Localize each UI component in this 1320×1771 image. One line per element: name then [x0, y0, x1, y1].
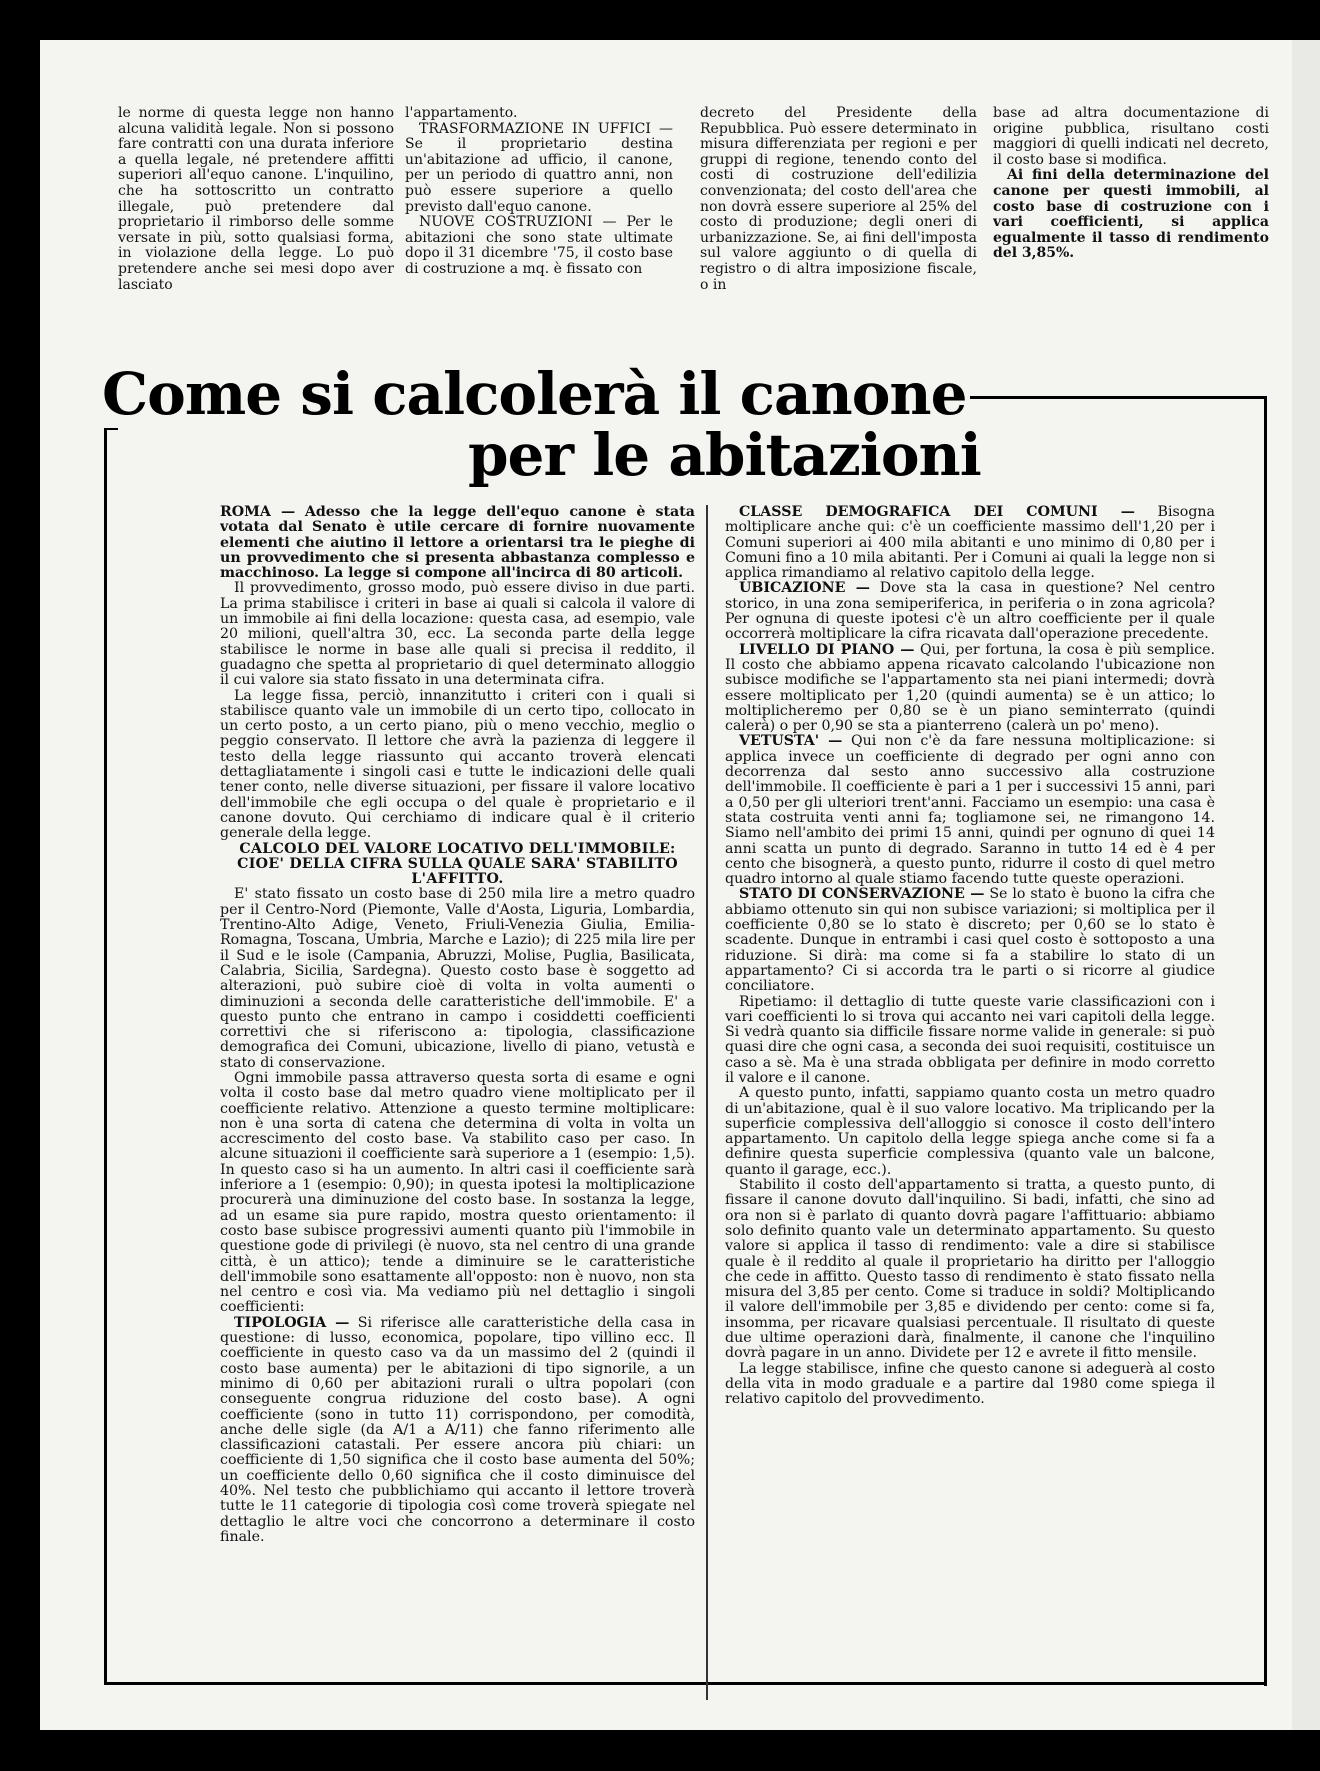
right-para-5 [725, 887, 1215, 994]
left-para-1 [220, 505, 695, 581]
left-para-2: Il provvedimento, grosso modo, può essere diviso in due parti. La prima stabilisce i criteri in base ai quali si calcola il valore di un immobile ai fini della locazione: questa casa, ad esempio, vale 20 milioni, quell'altra 30, ecc. La seconda parte della legge stabilisce le norme in base alle quali si precisa il reddito, il guadagno che spetta al proprietario di quel determinato alloggio il cui valore sia stato fissato in una determinata cifra. [220, 580, 695, 689]
left-para-3: La legge fissa, perciò, innanzitutto i criteri con i quali si stabilisce quanto vale un immobile di un certo tipo, collocato in un certo posto, a un certo piano, più o meno vecchio, meglio o peggio conservato. Il lettore che avrà la pazienza di leggere il testo della legge riassunto qui accanto troverà elencati dettagliatamente i singoli casi e tutte le indicazioni delle quali tener conto, nelle diverse situazioni, per fissare il valore locativo dell'immobile che egli occupa o del quale è proprietario e il canone dovuto. Qui cerchiamo di indicare qual è il criterio generale della legge. [220, 687, 695, 842]
right-para-8: Stabilito il costo dell'appartamento si tratta, a questo punto, di fissare il canone dovuto dall'inquilino. Si badi, infatti, che sino ad ora non si è parlato di quanto dovrà pagare l'affittuario: abbiamo solo definito quanto vale un determinato appartamento. Su questo valore si applica il tasso di rendimento: vale a dire si stabilisce quale è il reddito al quale il proprietario ha diritto per l'alloggio che cede in affitto. Questo tasso di rendimento è stato fissato nella misura del 3,85 per cento. Come si traduce in soldi? Moltiplicando il valore dell'immobile per 3,85 e dividendo per cento: come si fa, insomma, per ricavare qualsiasi percentuale. Il risultato di queste due ultime operazioni darà, finalmente, il canone che l'inquilino dovrà pagare in un anno. Dividete per 12 e avrete il fitto mensile. [725, 1177, 1215, 1362]
vetusta-heading: VETUSTA' — [739, 733, 843, 750]
lead-text: Adesso che la legge dell'equo canone è stata votata dal Senato è utile cercare di fornire nuovamente elementi che aiutino il lettore a orientarsi tra le pieghe di un provvedimento che si presenta abbastanza complesso e macchinoso. La legge si compone all'incirca di 80 articoli. [220, 505, 695, 582]
right-para-6: Ripetiamo: il dettaglio di tutte queste varie classificazioni con i vari coefficienti lo si trova qui accanto nei vari capitoli della legge. Si vedrà quanto sia difficile fissare norme valide in generale: si può quasi dire che ogni casa, a seconda dei suoi requisiti, costituisce un caso a sè. Ma è una strada obbligata per definire in modo corretto il valore e il canone. [725, 993, 1215, 1086]
classe-demografica-text: Bisogna moltiplicare anche qui: c'è un coefficiente massimo dell'1,20 per i Comuni superiori ai 400 mila abitanti e uno minimo di 0,80 per i Comuni fino a 10 mila abitanti. Per i Comuni ai quali la legge non si applica rimandiamo al relativo capitolo della legge. [725, 505, 1215, 582]
right-para-1 [725, 505, 1215, 581]
adjacent-page-bleed-top [978, 340, 1266, 400]
right-para-7: A questo punto, infatti, sappiamo quanto costa un metro quadro di un'abitazione, qual è il suo valore locativo. Ma triplicando per la superficie complessiva dell'alloggio si conosce il costo dell'intero appartamento. Un capitolo della legge spiega anche come si fa a definire questa superficie complessiva (quanto vale un balcone, quanto il garage, ecc.). [725, 1085, 1215, 1178]
adjacent-page-bleed-right [1222, 440, 1262, 1680]
newspaper-page [40, 40, 1292, 1730]
top-col3-text: decreto del Presidente della Repubblica. Può essere determinato in misura differenziata per regioni e per gruppi di regione, tenendo conto del costi di costruzione dell'edilizia convenzionata; del costo dell'area che non dovrà essere superiore al 25% del costo di produzione; degli oneri di urbanizzazione. Se, ai fini dell'imposta sul valore aggiunto o di quella di registro o di altra imposizione fiscale, o in [700, 106, 977, 293]
right-para-2 [725, 581, 1215, 642]
top-col4-text-a: base ad altra documentazione di origine pubblica, risultano costi maggiori di quelli indicati nel decreto, il costo base si modifica. [993, 106, 1269, 168]
top-col2-heading-2: NUOVE COSTRUZIONI — [419, 214, 617, 231]
scan-edge [1292, 40, 1320, 1730]
article-box-border-bottom [104, 1682, 1267, 1685]
ubicazione-text: Dove sta la casa in questione? Nel centro storico, in una zona semiperiferica, in periferia o in zona agricola? Per ognuna di queste ipotesi c'è un altro coefficiente per il quale occorrerà moltiplicare la cifra ricavata dall'operazione precedente. [725, 580, 1215, 643]
stato-conservazione-heading: STATO DI CONSERVAZIONE — [739, 886, 985, 903]
top-col2-para-b [405, 122, 673, 216]
headline-line-1: Come si calcolerà il canone [102, 360, 967, 428]
headline-line-2: per le abitazioni [468, 421, 981, 489]
adjacent-page-bleed-left [130, 495, 215, 1665]
tipologia-text: Si riferisce alle caratteristiche della casa in questione: di lusso, economica, popolare, tipo villino ecc. Il coefficiente in questo caso va da un massimo del 2 (quindi il costo base aumenta) per le abitazioni di tipo signorile, a un minimo di 0,60 per abitazioni rurali o ultra popolari (con conseguente congrua riduzione del costo base). A ogni coefficiente (sono in tutto 11) corrispondono, per comodità, anche delle sigle (da A/1 a A/11) che fanno riferimento alle classificazioni catastali. Per essere ancora più chiari: un coefficiente di 1,50 significa che il costo base aumenta del 50%; un coefficiente dello 0,60 significa che il costo diminuisce del 40%. Nel testo che pubblichiamo qui accanto il lettore troverà tutte le 11 categorie di tipologia così come troverà spiegate nel dettaglio le altre voci che concorrono a determinare il costo finale. [220, 1314, 695, 1545]
top-column-4 [993, 106, 1269, 370]
top-col2-text-c: Per le abitazioni che sono state ultimate dopo il 31 dicembre '75, il costo base di costruzione a mq. è fissato con [405, 214, 673, 277]
left-para-4: E' stato fissato un costo base di 250 mila lire a metro quadro per il Centro-Nord (Piemonte, Valle d'Aosta, Liguria, Lombardia, Trentino-Alto Adige, Veneto, Friuli-Venezia Giulia, Emilia-Romagna, Toscana, Umbria, Marche e Lazio); di 225 mila lire per il Sud e le isole (Campania, Abruzzi, Molise, Puglia, Basilicata, Calabria, Sicilia, Sardegna). Questo costo base è soggetto ad alterazioni, può subire cioè di volta in volta aumenti o diminuzioni a seconda delle caratteristiche dell'immobile. E' a questo punto che entrano in campo i cosiddetti coefficienti correttivi che si riferiscono a: tipologia, classificazione demografica dei Comuni, ubicazione, livello di piano, vetustà e stato di conservazione. [220, 886, 695, 1071]
article-box-border-right [1264, 396, 1267, 1686]
article-box-border-left [104, 428, 107, 1682]
top-col2-text-a: l'appartamento. [405, 106, 518, 121]
tipologia-heading: TIPOLOGIA — [234, 1314, 350, 1331]
left-para-5: Ogni immobile passa attraverso questa sorta di esame e ogni volta il costo base dal metro quadro viene moltiplicato per il coefficiente relativo. Attenzione a questo termine moltiplicare: non è una sorta di catena che determina di volta in volta un accrescimento del costo base. Va stabilito caso per caso. In alcune situazioni il coefficiente sarà superiore a 1 (esempio: 1,5). In questo caso si ha un aumento. In altri casi il coefficiente sarà inferiore a 1 (esempio: 0,90); in questa ipotesi la moltiplicazione procurerà una diminuzione del costo base. In sostanza la legge, ad un esame sia pure rapido, mostra questo orientamento: il costo base subisce progressivi aumenti quanto più l'immobile in questione gode di privilegi (è nuovo, sta nel centro di una grande città, è un attico); tende a diminuire se le caratteristiche dell'immobile sono esattamente all'opposto: non è nuovo, non sta nel centro e così via. Ma vediamo più nel dettaglio i singoli coefficienti: [220, 1069, 695, 1316]
vetusta-text: Qui non c'è da fare nessuna moltiplicazione: si applica invece un coefficiente di degrado per ogni anno con decorrenza dal sesto anno successivo alla costruzione dell'immobile. Il coefficiente è pari a 1 per i successivi 15 anni, pari a 0,50 per gli ulteriori trent'anni. Facciamo un esempio: una casa è stata costruita venti anni fa; togliamone sei, ne rimangono 14. Siamo nell'ambito dei primi 15 anni, quindi per ognuno di quei 14 anni scatta un punto di degrado. Saranno in tutto 14 ed è 4 per cento che bisognerà, a questo punto, ridurre il costo di quel metro quadro intorno al quale stiamo facendo tutte queste operazioni. [725, 733, 1215, 888]
top-col2-heading-1: TRASFORMAZIONE IN UFFICI [419, 120, 651, 137]
ubicazione-heading: UBICAZIONE — [739, 580, 870, 597]
article-right-column [725, 505, 1215, 1680]
left-para-6 [220, 1316, 695, 1545]
stato-conservazione-text: Se lo stato è buono la cifra che abbiamo ottenuto sin qui non subisce variazioni; si moltiplica per il coefficiente 0,80 se lo stato è discreto; per 0,60 se lo stato è scadente. Dunque in entrambi i casi quel costo è sottoposto a una riduzione. Si dirà: ma come si fa a stabilire lo stato di un appartamento? Ci si accorda tra le parti o si ricorre al giudice conciliatore. [725, 886, 1215, 995]
section-heading: CALCOLO DEL VALORE LOCATIVO DELL'IMMOBILE: CIOE' DELLA CIFRA SULLA QUALE SARA' STABILITO L'AFFITTO. [237, 840, 678, 888]
article-left-column [220, 505, 695, 1680]
top-col2-para-c [405, 215, 673, 277]
top-column-2 [405, 106, 673, 370]
right-para-9: La legge stabilisce, infine che questo canone si adeguerà al costo della vita in modo graduale e a partire dal 1980 come spiega il relativo capitolo del provvedimento. [725, 1360, 1215, 1408]
column-divider [706, 505, 708, 1700]
dateline: ROMA — [220, 505, 296, 520]
livello-piano-heading: LIVELLO DI PIANO — [739, 641, 915, 658]
top-col1-text: le norme di questa legge non hanno alcuna validità legale. Non si possono fare contratti con una durata inferiore a quella legale, né pretendere affitti superiori all'equo canone. L'inquilino, che ha sottoscritto un contratto illegale, può pretendere dal proprietario il rimborso delle somme versate in più, sotto qualsiasi forma, in violazione della legge. Lo può pretendere anche sei mesi dopo aver lasciato [118, 106, 394, 293]
livello-piano-text: Qui, per fortuna, la cosa è più semplice. Il costo che abbiamo appena ricavato calcolando l'ubicazione non subisce modifiche se l'appartamento sta nei piani intermedi; dovrà essere moltiplicato per 1,20 (quindi aumenta) se è un attico; lo moltiplicheremo per 0,80 se è un piano seminterrato (quindi calerà) o per 0,90 se sta a pianterreno (calerà un po' meno). [725, 641, 1215, 735]
top-col2-text-b: — Se il proprietario destina un'abitazione ad ufficio, il canone, per un periodo di quattro anni, non può essere superiore a quello previsto dall'equo canone. [405, 120, 673, 215]
right-para-3 [725, 643, 1215, 735]
top-column-3 [700, 106, 977, 370]
right-para-4 [725, 734, 1215, 887]
classe-demografica-heading: CLASSE DEMOGRAFICA DEI COMUNI — [739, 505, 1135, 520]
top-column-1 [118, 106, 394, 370]
top-col4-text-b: Ai fini della determinazione del canone per questi immobili, al costo base di costruzione con i vari coefficienti, si applica egualmente il tasso di rendimento del 3,85%. [993, 167, 1269, 262]
article-box-corner [104, 428, 118, 430]
